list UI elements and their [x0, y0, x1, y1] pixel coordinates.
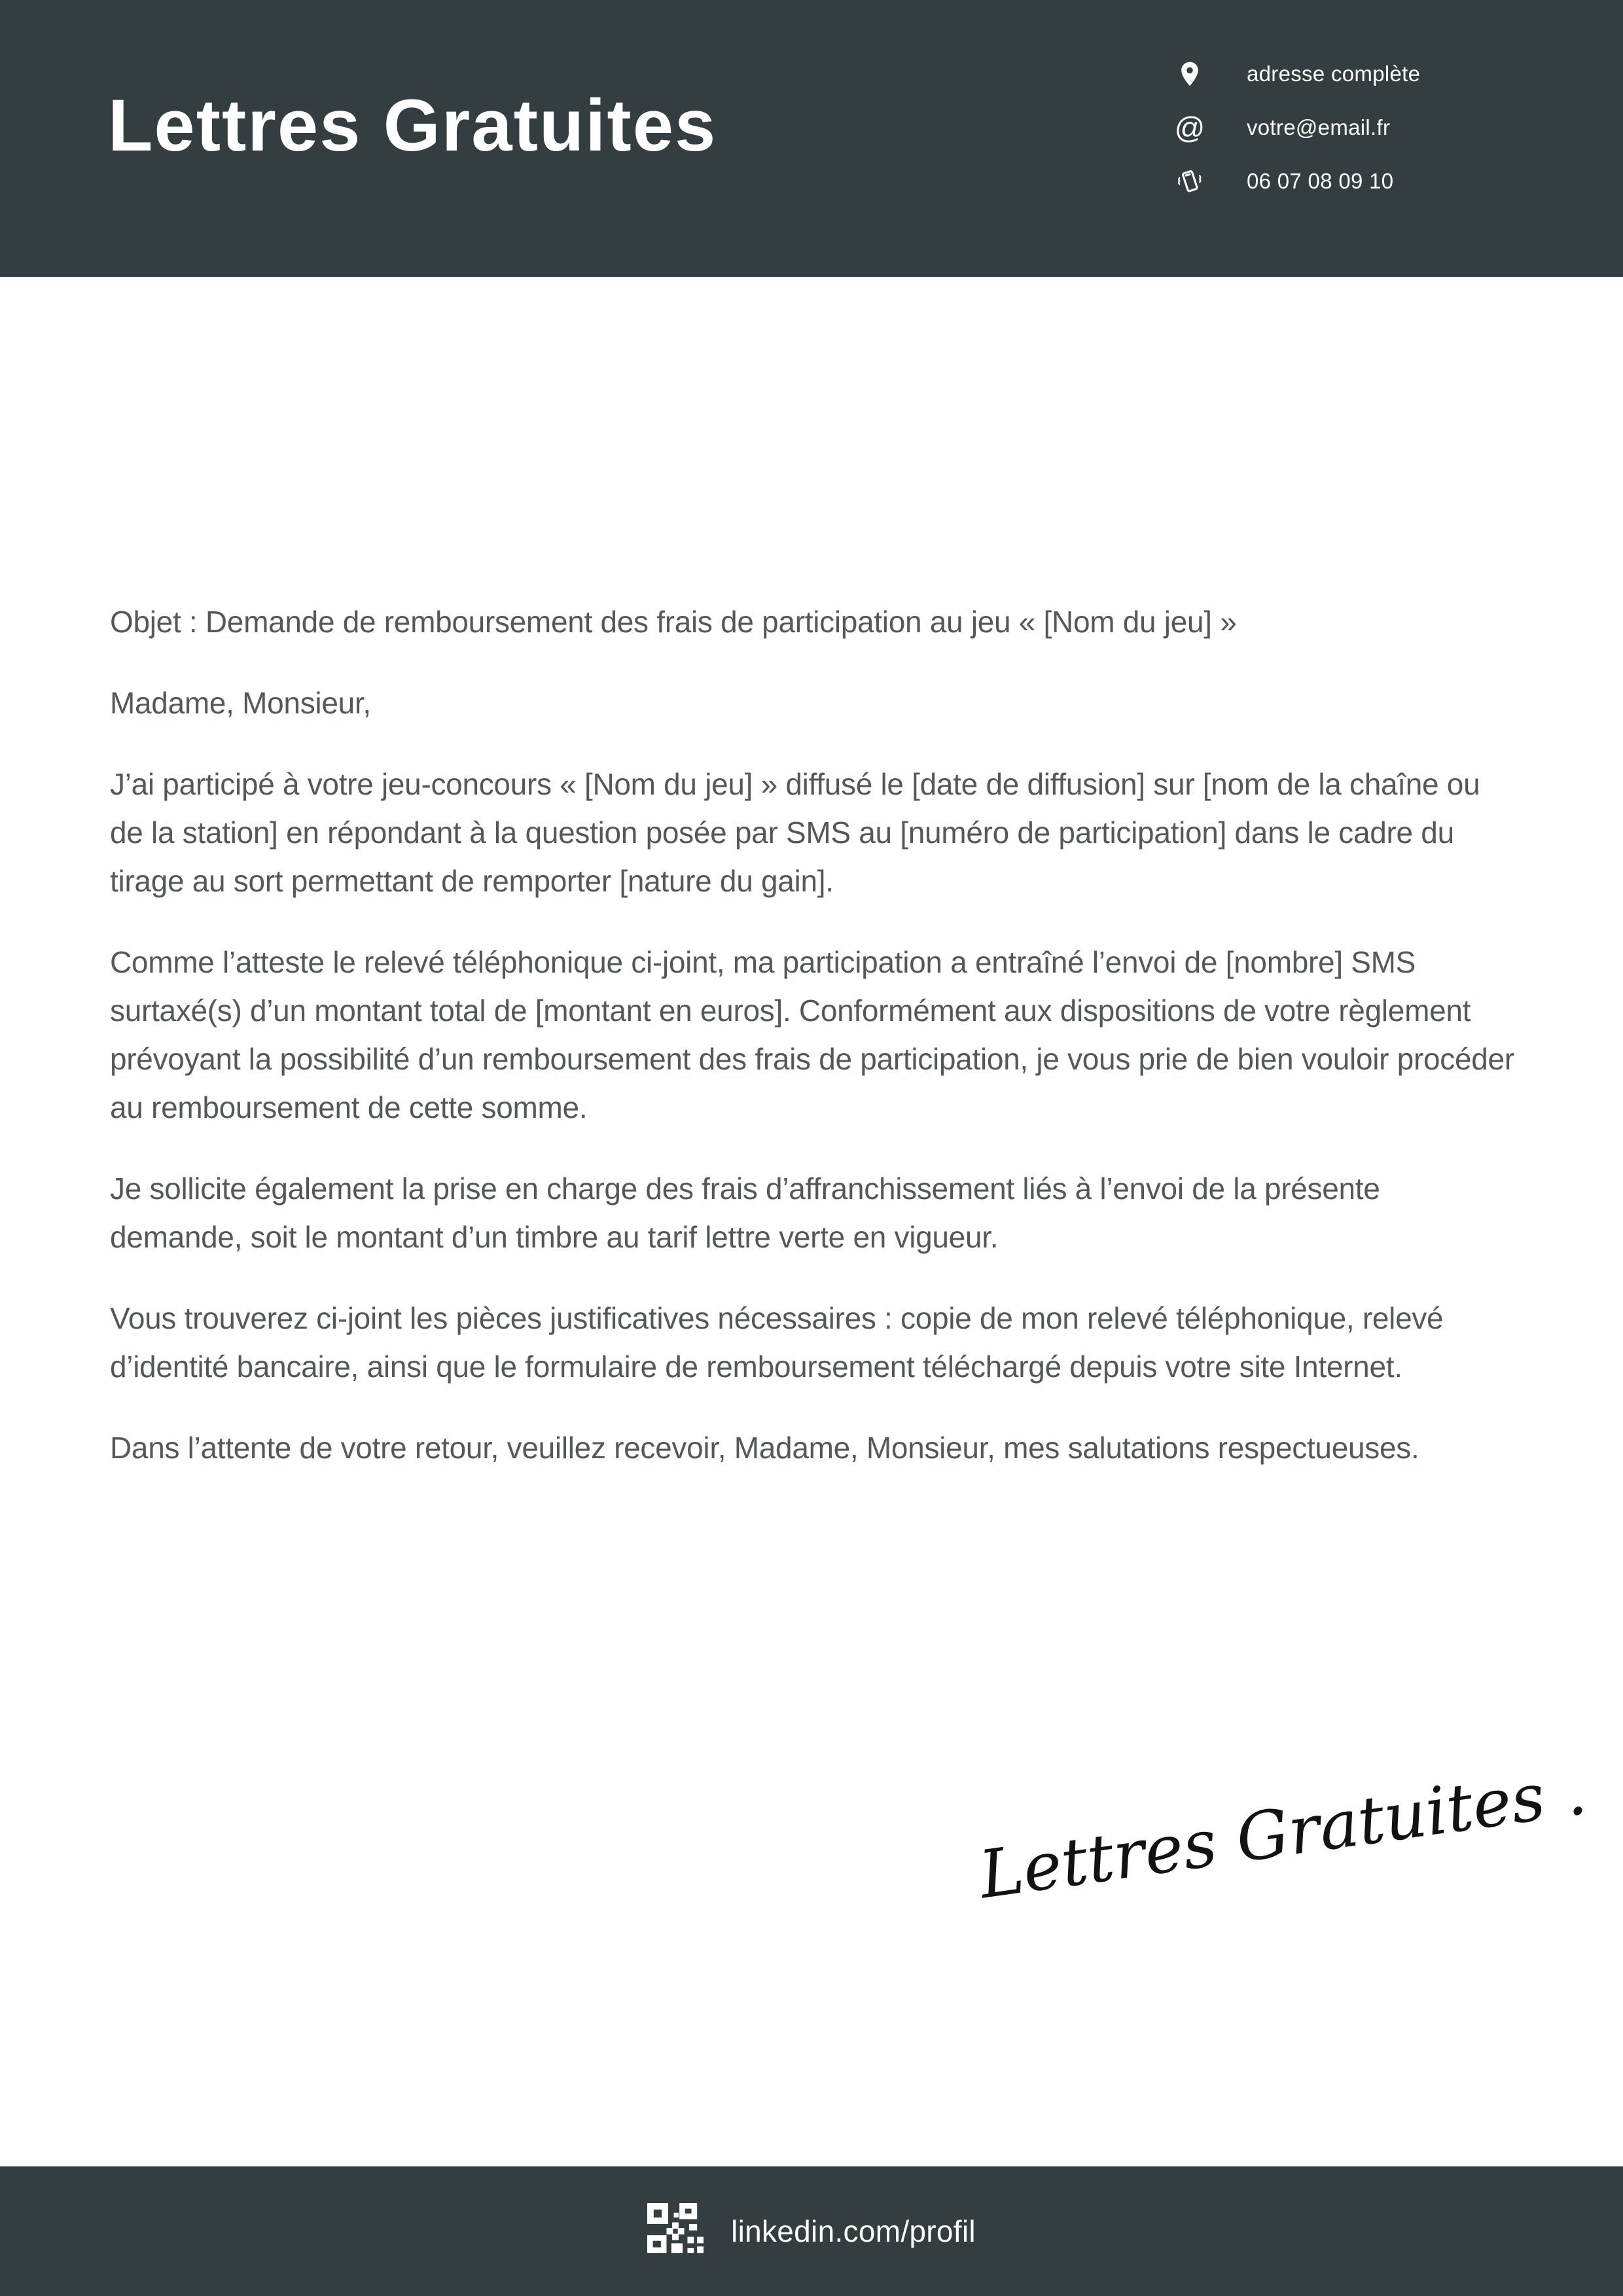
vibrating-phone-icon: [1175, 166, 1205, 196]
footer-band: [0, 2166, 1623, 2296]
letter-paragraph: J’ai participé à votre jeu-concours « [Nom du jeu] » diffusé le [date de diffusion] sur [nom de la chaîne ou de la station] en répondant à la question posée par SMS au [numéro de participation] dans le cadre du tirage au sort permettant de remporter [nature du gain].: [110, 767, 1480, 898]
email-text[interactable]: votre@email.fr: [1247, 115, 1391, 139]
letter-paragraph: Comme l’atteste le relevé téléphonique ci-joint, ma participation a entraîné l’envoi de [nombre] SMS surtaxé(s) d’un montant total de [montant en euros]. Conformément aux dispositions de votre règlement prévoyant la possibilité d’un remboursement des frais de participation, je vous prie de bien vouloir procéder au remboursement de cette somme.: [110, 945, 1514, 1124]
letter-content: [110, 277, 1516, 1472]
header-band: [0, 0, 1623, 277]
qr-code-icon: [647, 2203, 704, 2259]
at-sign-icon: @: [1174, 111, 1205, 145]
address-text: adresse complète: [1247, 62, 1421, 86]
brand-title: Lettres Gratuites: [108, 84, 717, 166]
letter-paragraph: Je sollicite également la prise en charge des frais d’affranchissement liés à l’envoi de la présente demande, soit le montant d’un timbre au tarif lettre verte en vigueur.: [110, 1172, 1380, 1254]
contact-row-email: [1175, 110, 1420, 145]
letter-paragraph: Vous trouverez ci-joint les pièces justificatives nécessaires : copie de mon relevé téléphonique, relevé d’identité bancaire, ainsi que le formulaire de remboursement téléchargé depuis votre site Internet.: [110, 1301, 1444, 1384]
location-pin-icon: [1175, 59, 1205, 89]
phone-text: 06 07 08 09 10: [1247, 169, 1394, 193]
contact-info: [1175, 56, 1420, 199]
handwritten-signature: Lettres Gratuites .: [974, 1752, 1591, 1913]
subject-line: Objet : Demande de remboursement des frais de participation au jeu « [Nom du jeu] »: [110, 605, 1237, 639]
contact-row-address: [1175, 56, 1420, 92]
linkedin-profile-link[interactable]: linkedin.com/profil: [731, 2214, 976, 2248]
contact-row-phone: [1175, 164, 1420, 199]
letter-paragraph: Dans l’attente de votre retour, veuillez recevoir, Madame, Monsieur, mes salutations respectueuses.: [110, 1431, 1419, 1465]
salutation: Madame, Monsieur,: [110, 686, 371, 720]
